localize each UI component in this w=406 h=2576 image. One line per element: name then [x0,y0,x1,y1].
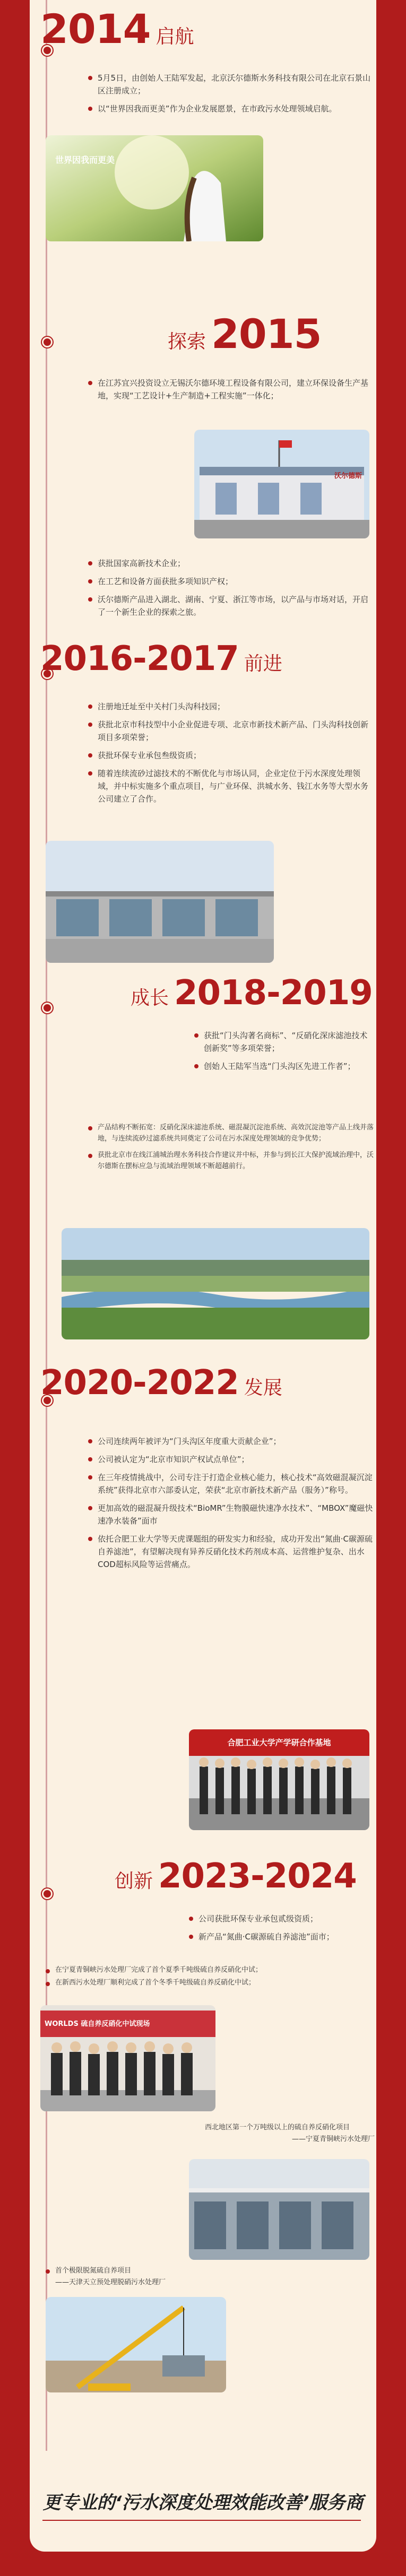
year-number: 2014 [40,5,151,53]
project2-sub: ——天津天立预处理脱硝污水处理厂 [55,2278,166,2286]
year-number: 2018-2019 [174,973,373,1013]
list-item: 获批国家高新技术企业； [88,557,375,570]
photo-construction-site [46,2297,226,2392]
project2-title: 首个极限脱氮硫自养项目 [46,2265,237,2277]
year-tag: 发展 [244,1377,282,1399]
year-number: 2015 [211,310,322,358]
photo-nature-girl [46,135,263,241]
section-2015-items-b [88,552,375,624]
group-banner: WORLDS 硫自养反硝化中试现场 [45,2020,150,2028]
year-heading-2018-2019 [131,973,373,1013]
factory-sign: 沃尔德斯 [334,472,362,480]
year-tag: 成长 [131,987,169,1009]
list-item: 随着连续流砂过滤技术的不断优化与市场认同，企业定位于污水深度处理领域，并中标实施多个重点项目，与广业环保、洪城水务、钱江水务等大型水务公司建立了合作。 [88,767,375,805]
list-item: 公司连续两年被评为“门头沟区年度重大贡献企业”； [88,1435,375,1448]
year-number: 2023-2024 [158,1857,357,1896]
timeline-dot [42,1003,53,1013]
section-2023-items [46,1963,369,1990]
timeline-dot [42,337,53,347]
section-2023-items-right [189,1907,369,1948]
section-2018-items [88,1117,375,1177]
photo-caption: 世界因我而更美 [55,155,115,165]
project1-caption [205,2122,375,2145]
project2-caption [46,2265,237,2288]
photo-treatment-plant [46,841,274,963]
ceremony-banner: 合肥工业大学产学研合作基地 [227,1738,331,1747]
year-number: 2020-2022 [40,1363,239,1403]
list-item: 在工艺和设备方面获批多项知识产权； [88,575,375,588]
footer [0,2475,406,2538]
list-item: 5月5日，由创始人王陆军发起，北京沃尔德斯水务科技有限公司在北京石景山区注册成立； [88,72,375,97]
year-heading-2020-2022 [40,1363,282,1403]
section-2016-items [88,695,375,811]
list-item: 获批环保专业承包叁级资质； [88,749,375,762]
year-tag: 探索 [168,331,206,353]
list-item: 获批北京市科技型中小企业促进专项、北京市新技术新产品、门头沟科技创新项目多项荣誉； [88,718,375,744]
year-heading-2015 [168,310,322,358]
project1-sub: ——宁夏青铜峡污水处理厂 [291,2135,375,2143]
list-item: 产品结构不断拓宽：反硝化深床滤池系统、磁混凝沉淀池系统、高效沉淀池等产品上线并落地，与连续流砂过滤系统共同奠定了公司在污水深度处理领域的竞争优势； [88,1122,375,1144]
photo-filter-tanks [189,2159,369,2260]
list-item: 公司获批环保专业承包贰级资质； [189,1912,369,1925]
section-2015-items-a [88,371,375,407]
timeline-dot [42,1889,53,1899]
list-item: 在江苏宜兴投资设立无锡沃尔德环境工程设备有限公司，建立环保设备生产基地，实现“工艺设计+生产制造+工程实施”一体化； [88,377,375,402]
year-heading-2016-2017 [40,639,282,678]
photo-group-banner [40,2005,215,2111]
list-item: 新产品“氮曲·C碳源硫自养滤池”面市； [189,1930,369,1943]
list-item: 沃尔德斯产品进入湖北、湖南、宁夏、浙江等市场，以产品与市场对话，开启了一个新生企业的探索之旅。 [88,593,375,619]
photo-river-landscape [62,1228,369,1339]
section-2014-items [88,66,375,120]
list-item: 依托合肥工业大学等天虎课题组的研发实力和经验，成功开发出“氮曲·C碳源硫自养滤池”，有望解决现有异养反硝化技术药剂成本高、运营维护复杂、出水COD超标风险等运营痛点。 [88,1533,375,1571]
section-2018-items-right [194,1024,369,1078]
year-tag: 前进 [244,653,282,675]
section-2020-items [88,1430,375,1576]
year-tag: 启航 [156,26,194,48]
list-item: 在宁夏青铜峡污水处理厂完成了首个夏季千吨级硫自养反硝化中试； [46,1965,369,1975]
list-item: 在三年疫情挑战中，公司专注于打造企业核心能力，核心技术“高效磁混凝沉淀系统”获得北京市六部委认定，荣获“北京市新技术新产品（服务）”称号。 [88,1471,375,1496]
list-item: 注册地迁址至中关村门头沟科技园； [88,700,375,713]
photo-ceremony [189,1729,369,1830]
list-item: 公司被认定为“北京市知识产权试点单位”； [88,1453,375,1466]
list-item: 在新西污水处理厂顺利完成了首个冬季千吨级硫自养反硝化中试； [46,1978,369,1988]
project1-title: 西北地区第一个万吨级以上的硫自养反硝化项目 [205,2124,350,2131]
year-heading-2023-2024 [115,1857,357,1896]
list-item: 更加高效的磁混凝升级技术“BioMR”生物膜磁快速净水技术”、“MBOX”魔磁快速净水装备”面市 [88,1502,375,1527]
list-item: 创始人王陆军当选“门头沟区先进工作者”； [194,1060,369,1073]
list-item: 获批北京市在线江浦城治理水务科技合作建议并中标，并参与到长江大保护流域治理中，沃尔德斯在摆标应急与流域治理领域不断超越前行。 [88,1150,375,1172]
footer-slogan: 更专业的‘污水深度处理效能改善’服务商 [42,2492,364,2513]
year-heading-2014 [40,5,194,53]
footer-divider [42,2520,361,2521]
photo-factory [194,430,369,538]
list-item: 获批“门头沟著名商标”、“反硝化深床滤池技术创新奖”等多项荣誉； [194,1029,369,1055]
year-number: 2016-2017 [40,639,239,678]
list-item: 以“世界因我而更美”作为企业发展愿景，在市政污水处理领域启航。 [88,102,375,115]
year-tag: 创新 [115,1870,153,1892]
timeline-paper [30,0,376,2552]
